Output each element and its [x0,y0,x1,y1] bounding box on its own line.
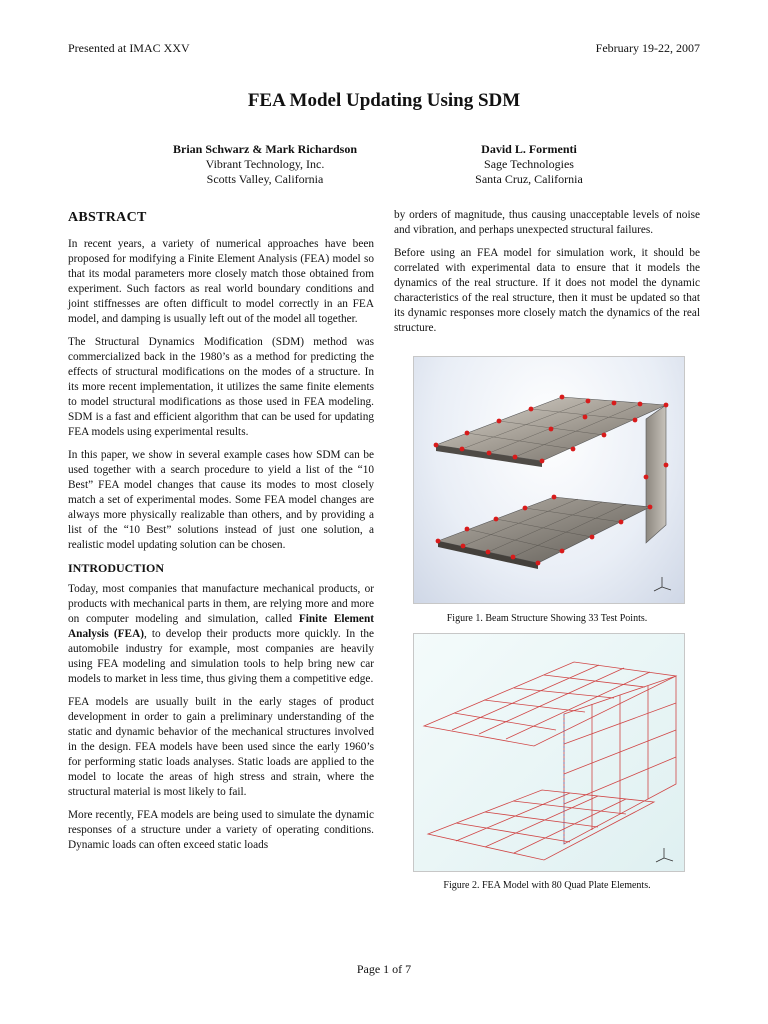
abstract-paragraph-1: In recent years, a variety of numerical approaches have been proposed for modifying a Finite Element Analysis (FEA) model so that its modal parameters more closely match those obtained from experiment. Such factors as real world boundary conditions and joint stiffnesses are often difficult to model correctly in an FEA model, and damping is usually left out of the model all together. [68,238,374,325]
intro-term: Finite Element Analysis (FEA) [68,613,374,640]
left-column [68,208,374,861]
intro-paragraph-3: More recently, FEA models are being used to simulate the dynamic responses of a structure under a variety of operating conditions. Dynamic loads can often exceed static loads [68,809,374,851]
paper-title: FEA Model Updating Using SDM [247,90,521,111]
abstract-paragraph-2: The Structural Dynamics Modification (SDM) method was commercialized back in the 1980’s as a method for predicting the effects of structural modifications on the modes of a structure. In its more recent implementation, it utilizes the same finite elements to model structural modifications as those used in FEA modeling. SDM is a fast and efficient algorithm that can be used for updating FEA models using experimental results. [68,336,374,438]
author-affiliation: Sage Technologies [484,157,574,171]
running-header-left: Presented at IMAC XXV [68,41,190,55]
author-location: Santa Cruz, California [475,172,583,186]
right-paragraph-1: by orders of magnitude, thus causing unacceptable levels of noise and vibration, and perhaps unexpected structural failures. [394,209,700,236]
running-header-right: February 19-22, 2007 [595,41,700,55]
intro-text: Today, most companies that manufacture mechanical products, or products with mechanical parts in them, are relying more and more on computer modeling and simulation, called [68,583,374,625]
intro-text: , to develop their products more quickly. In the automobile industry for example, most companies are heavily using FEA modeling and simulation tools to help bring new car models to market in less time, thus giving them a competitive edge. [68,628,375,685]
intro-paragraph-2: FEA models are usually built in the early stages of product development in order to gain a preliminary understanding of the static and dynamic behavior of the mechanical structures involved in the design. FEA models have been used since the early 1960’s for performing static loads analyses. Static loads are applied to the model to locate the areas of high stress and strain, where the structural material is most likely to fail. [68,696,374,798]
intro-paragraph-1 [68,582,374,687]
figure-2-fea-model [413,633,685,872]
fea-mesh-render [414,634,684,871]
axis-triad-icon [654,577,671,591]
author-name: Brian Schwarz & Mark Richardson [173,142,357,156]
introduction-heading: INTRODUCTION [68,561,165,575]
author-location: Scotts Valley, California [206,172,324,186]
abstract-heading: ABSTRACT [68,210,147,225]
figure-1-beam-structure [413,356,685,604]
author-block-1 [145,142,385,187]
axis-triad-icon [656,848,673,862]
right-paragraph-2: Before using an FEA model for simulation work, it should be correlated with experimental data to ensure that it models the dynamics of the real structure. If it does not model the dynamic characteristics of the real structure, then it must be updated so that its dynamic responses more closely match the dynamics of the real structure. [394,247,700,334]
abstract-paragraph-3: In this paper, we show in several example cases how SDM can be used together with a search procedure to yield a list of the “10 Best” FEA model changes that cause its modes to most closely match a set of experimental modes. Some FEA model changes are always more physically realizable than others, and by providing a list of the “10 Best” solutions instead of just one solution, a realistic model updating solution can be chosen. [68,449,374,551]
author-name: David L. Formenti [481,142,577,156]
author-block-2 [409,142,649,187]
figure-2-caption: Figure 2. FEA Model with 80 Quad Plate Elements. [443,880,651,891]
right-column [394,208,700,344]
page-number: Page 1 of 7 [356,962,412,976]
figure-1-caption: Figure 1. Beam Structure Showing 33 Test Points. [446,613,648,624]
beam-structure-render [414,357,684,603]
author-affiliation: Vibrant Technology, Inc. [205,157,325,171]
